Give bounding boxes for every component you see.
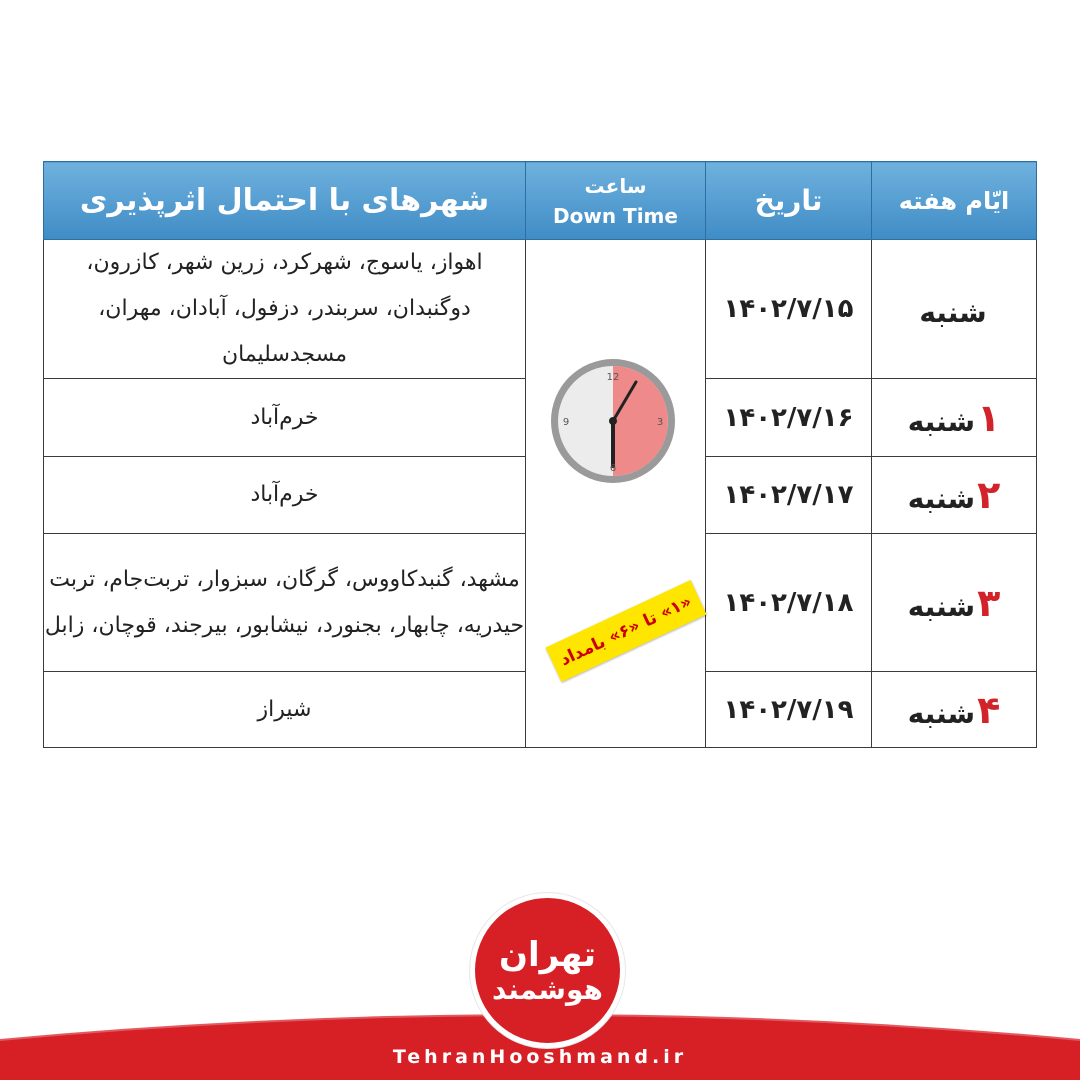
day-number: ۳ [977, 580, 1001, 625]
schedule-table [43, 161, 1037, 748]
cities-cell: خرم‌آباد [44, 457, 526, 534]
day-cell [872, 672, 1037, 748]
date-cell: ۱۴۰۲/۷/۱۵ [706, 240, 872, 379]
cities-cell: خرم‌آباد [44, 379, 526, 457]
day-label: شنبه [907, 589, 976, 623]
logo-line1: تهران [498, 934, 597, 975]
day-cell [872, 240, 1037, 379]
clock-num-6: 6 [609, 463, 617, 474]
day-number: ۴ [977, 687, 1001, 732]
day-cell [872, 379, 1037, 457]
day-label: شنبه [907, 482, 976, 515]
date-cell: ۱۴۰۲/۷/۱۹ [706, 672, 872, 748]
day-label: شنبه [907, 404, 976, 438]
clock-num-3: 3 [656, 417, 664, 428]
cities-cell: مشهد، گنبدکاووس، گرگان، سبزوار، تربت‌جام، تربت حیدریه، چابهار، بجنورد، نیشابور، بیرجند، قوچان، زابل [44, 534, 526, 672]
day-label: شنبه [907, 696, 976, 730]
header-date: تاریخ [706, 162, 872, 240]
date-cell: ۱۴۰۲/۷/۱۶ [706, 379, 872, 457]
date-cell: ۱۴۰۲/۷/۱۸ [706, 534, 872, 672]
time-note: «۱» تا «۶» بامداد [545, 580, 706, 682]
header-time [526, 162, 706, 240]
cities-cell: شیراز [44, 672, 526, 748]
time-cell [526, 240, 706, 748]
clock-num-9: 9 [562, 417, 570, 428]
day-cell [872, 534, 1037, 672]
site-url: TehranHooshmand.ir [392, 1046, 688, 1068]
day-number: ۱ [977, 395, 1001, 440]
logo [470, 893, 625, 1048]
date-cell: ۱۴۰۲/۷/۱۷ [706, 457, 872, 534]
header-days: ایّام هفته [872, 162, 1037, 240]
day-cell [872, 457, 1037, 534]
header-row [44, 162, 1037, 240]
header-time-fa: ساعت [584, 173, 647, 198]
clock-num-12: 12 [606, 372, 620, 383]
clock-icon [548, 356, 678, 486]
header-time-en: Down Time [553, 203, 678, 228]
header-cities: شهرهای با احتمال اثرپذیری [44, 162, 526, 240]
day-label: شنبه [919, 296, 987, 329]
table-row [44, 240, 1037, 379]
logo-line2: هوشمند [492, 972, 603, 1006]
day-number: ۲ [977, 473, 1001, 517]
cities-cell: اهواز، یاسوج، شهرکرد، زرین شهر، کازرون، دوگنبدان، سربندر، دزفول، آبادان، مهران، مسجدسلیمان [44, 240, 526, 379]
